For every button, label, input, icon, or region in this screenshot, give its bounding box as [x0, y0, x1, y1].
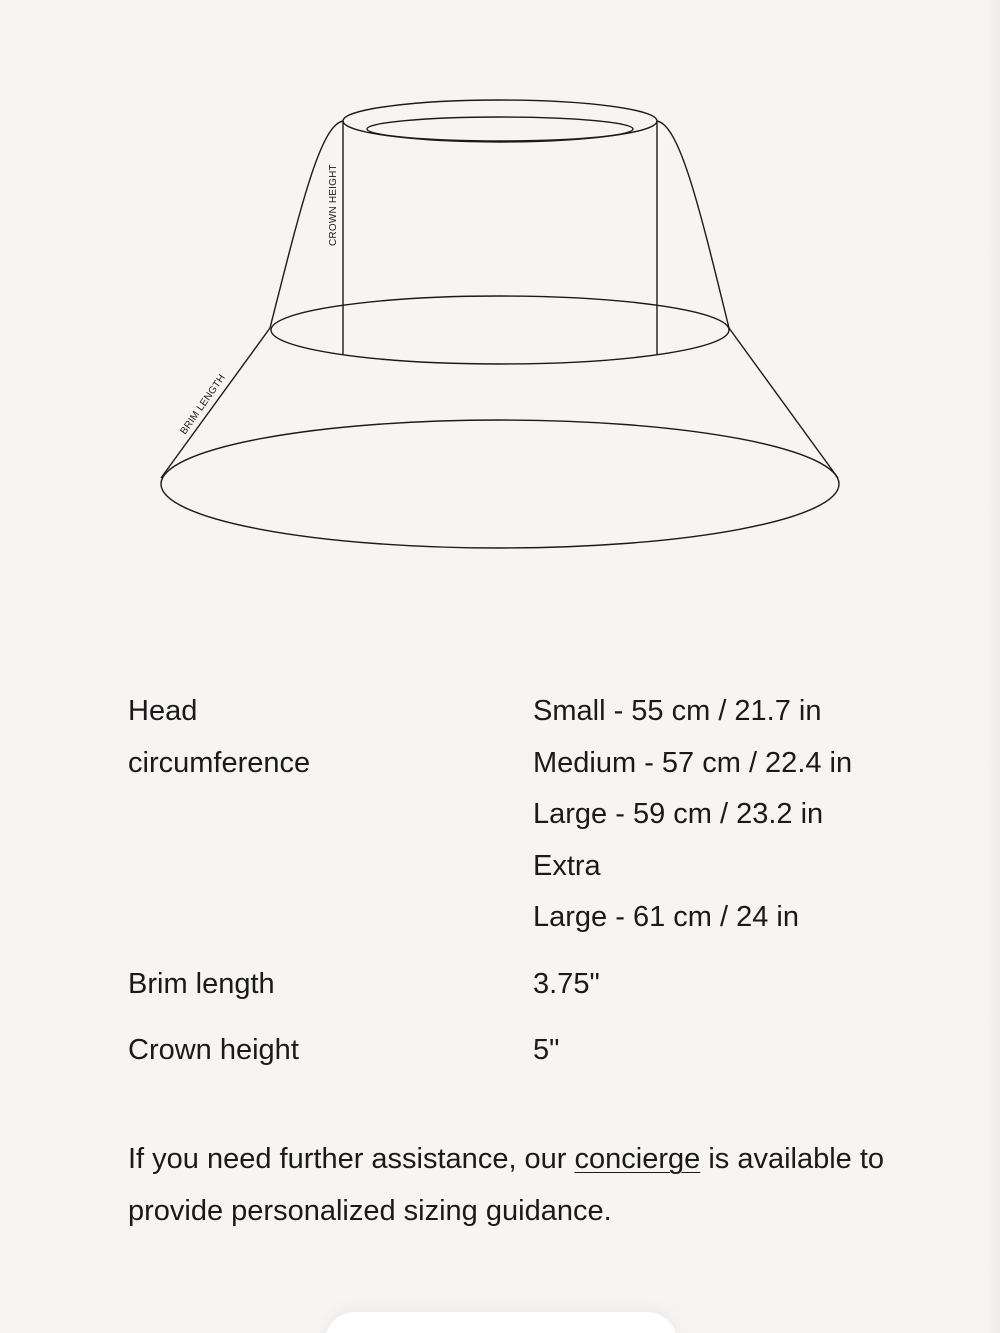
size-value: Large - 59 cm / 23.2 in [533, 798, 824, 830]
brim-length-label: BRIM LENGTH [178, 372, 228, 437]
row-label [128, 1025, 428, 1077]
size-row-crown-height [128, 1025, 888, 1077]
row-label [128, 686, 428, 944]
row-values [533, 1025, 888, 1077]
size-value: 5" [533, 1034, 560, 1066]
assistance-text-before: If you need further assistance, our [128, 1143, 575, 1175]
band-ellipse [271, 296, 729, 364]
size-value: Medium - 57 cm / 22.4 in [533, 746, 853, 779]
row-values [533, 686, 888, 944]
crown-height-label: CROWN HEIGHT [328, 164, 339, 246]
concierge-link[interactable]: concierge [574, 1143, 701, 1175]
brim-side-right [729, 328, 838, 478]
size-value: Small - 55 cm / 21.7 in [533, 695, 822, 727]
assistance-text-after: is available to provide personalized sizing guidance. [128, 1143, 885, 1227]
size-value: Extra [533, 849, 601, 882]
bucket-hat-diagram [0, 0, 1000, 600]
crown-side-right [657, 121, 729, 328]
size-table [128, 686, 888, 1092]
size-value: Large - 61 cm / 24 in [533, 901, 799, 933]
row-label-line: Head [128, 695, 198, 727]
brim-side-left [161, 328, 270, 478]
row-label-line: Crown height [128, 1034, 299, 1066]
row-label-line: Brim length [128, 967, 275, 1000]
bottom-sheet-handle[interactable] [325, 1312, 677, 1333]
assistance-text [128, 1134, 888, 1237]
row-label [128, 959, 428, 1011]
row-values [533, 959, 888, 1011]
size-row-head-circumference [128, 686, 888, 944]
crown-top-inner [367, 117, 633, 141]
size-value: 3.75" [533, 967, 600, 1000]
size-row-brim-length [128, 959, 888, 1011]
edge-shadow [986, 0, 1000, 1333]
brim-ellipse [161, 420, 839, 548]
row-label-line: circumference [128, 746, 311, 779]
